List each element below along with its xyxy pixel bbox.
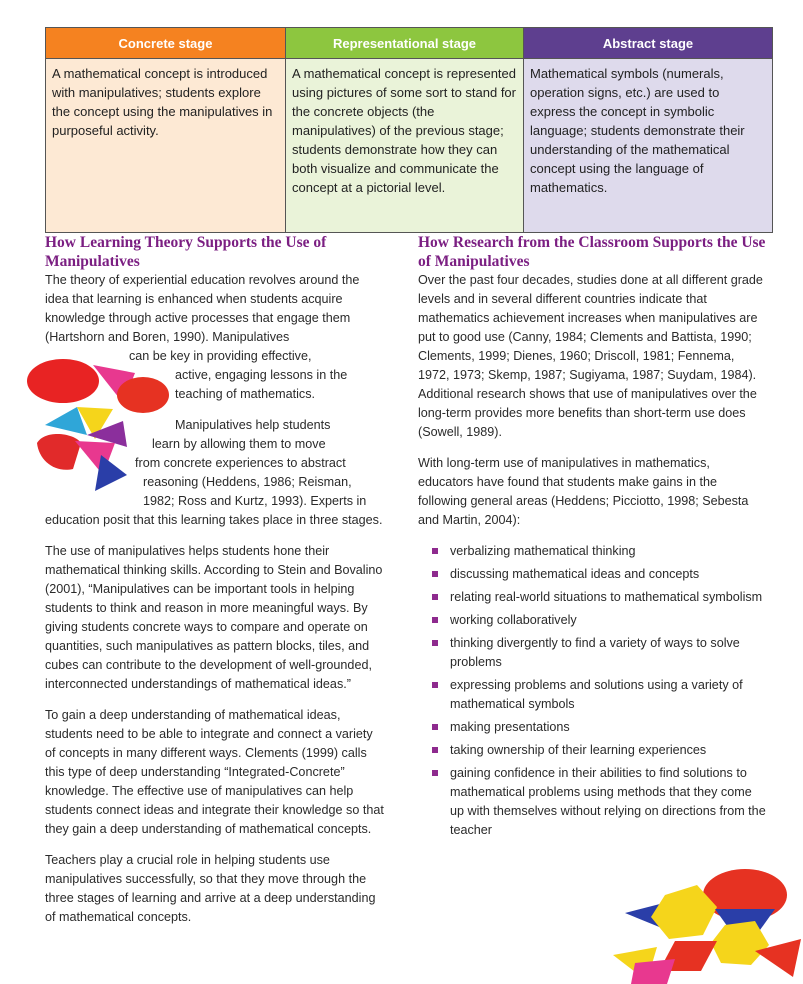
list-item: working collaboratively bbox=[432, 611, 766, 630]
list-item: discussing mathematical ideas and concepts bbox=[432, 565, 766, 584]
concrete-stage-header: Concrete stage bbox=[46, 28, 286, 59]
list-item: making presentations bbox=[432, 718, 766, 737]
learning-theory-paragraph-3: The use of manipulatives helps students hone their mathematical thinking skills. According to Stein and Bovalino (2001), “Manipulatives can be important tools in helping students to think and reason in more meaningful ways. By giving students concrete ways to compare and operate on quantities, such manipulatives as pattern blocks, tiles, and cubes can contribute to the development of well-grounded, interconnected understandings of mathematical ideas.” bbox=[45, 544, 383, 691]
abstract-stage-header: Abstract stage bbox=[524, 28, 773, 59]
paragraph-2-line: Manipulatives help students bbox=[175, 418, 331, 432]
pattern-blocks-image bbox=[605, 855, 803, 984]
abstract-stage-description: Mathematical symbols (numerals, operation signs, etc.) are used to express the concept in symbolic language; students demonstrate their understanding of the mathematical concept using the language of mathematics. bbox=[524, 59, 773, 233]
list-item: expressing problems and solutions using a variety of mathematical symbols bbox=[432, 676, 766, 714]
paragraph-1-line: can be key in providing effective, bbox=[129, 349, 312, 363]
paragraph-1-text: The theory of experiential education revolves around the idea that learning is enhanced when students acquire knowledge through active processes that engage them (Hartshorn and Boren, 1990). Manipulatives bbox=[45, 273, 360, 344]
learning-theory-section bbox=[45, 233, 385, 939]
paragraph-1-line: teaching of mathematics. bbox=[175, 387, 316, 401]
paragraph-2-line: 1982; Ross and Kurtz, 1993). Experts in bbox=[143, 494, 367, 508]
representational-stage-description: A mathematical concept is represented using pictures of some sort to stand for the concrete objects (the manipulatives) of the previous stage; students demonstrate how they can both visualize and communicate the concept at a pictorial level. bbox=[286, 59, 524, 233]
paragraph-1-line: active, engaging lessons in the bbox=[175, 368, 348, 382]
gains-list bbox=[418, 542, 766, 840]
list-item: verbalizing mathematical thinking bbox=[432, 542, 766, 561]
representational-stage-header: Representational stage bbox=[286, 28, 524, 59]
list-item: taking ownership of their learning experiences bbox=[432, 741, 766, 760]
stages-table bbox=[45, 27, 773, 233]
classroom-research-paragraph-2: With long-term use of manipulatives in mathematics, educators have found that students make gains in the following general areas (Heddens; Picciotto, 1998; Sebesta and Martin, 2004): bbox=[418, 456, 749, 527]
concrete-stage-description: A mathematical concept is introduced with manipulatives; students explore the concept using the manipulatives in purposeful activity. bbox=[46, 59, 286, 233]
paragraph-2-line: reasoning (Heddens, 1986; Reisman, bbox=[143, 475, 352, 489]
classroom-research-heading: How Research from the Classroom Supports the Use of Manipulatives bbox=[418, 234, 766, 270]
learning-theory-heading: How Learning Theory Supports the Use of Manipulatives bbox=[45, 234, 327, 270]
paragraph-2-line: education posit that this learning takes place in three stages. bbox=[45, 513, 383, 527]
list-item: relating real-world situations to mathematical symbolism bbox=[432, 588, 766, 607]
paragraph-2-line: learn by allowing them to move bbox=[152, 437, 326, 451]
classroom-research-section bbox=[418, 233, 766, 844]
learning-theory-paragraph-4: To gain a deep understanding of mathematical ideas, students need to be able to integrate and connect a variety of concepts in many different ways. Clements (1999) calls this type of deep understanding “Integrated-Concrete” knowledge. The effective use of manipulatives can help students connect ideas and integrate their knowledge so that they gain a deep understanding of mathematical concepts. bbox=[45, 708, 384, 836]
learning-theory-paragraph-5: Teachers play a crucial role in helping students use manipulatives successfully, so that they move through the three stages of learning and arrive at a deep understanding of mathematical concepts. bbox=[45, 853, 376, 924]
classroom-research-paragraph-1: Over the past four decades, studies done at all different grade levels and in several different countries indicate that mathematics achievement increases when manipulatives are put to good use (Canny, 1984; Clements and Battista, 1990; Clements, 1999; Dienes, 1960; Driscoll, 1981; Fennema, 1972, 1973; Skemp, 1987; Sugiyama, 1987; Suydam, 1984). Additional research shows that use of manipulatives over the long-term provides more benefits than short-term use does (Sowell, 1989). bbox=[418, 273, 763, 439]
fraction-circles-image bbox=[15, 343, 175, 503]
paragraph-2-line: from concrete experiences to abstract bbox=[135, 456, 346, 470]
list-item: gaining confidence in their abilities to find solutions to mathematical problems using methods that they come up with themselves without relying on directions from the teacher bbox=[432, 764, 766, 840]
list-item: thinking divergently to find a variety of ways to solve problems bbox=[432, 634, 766, 672]
